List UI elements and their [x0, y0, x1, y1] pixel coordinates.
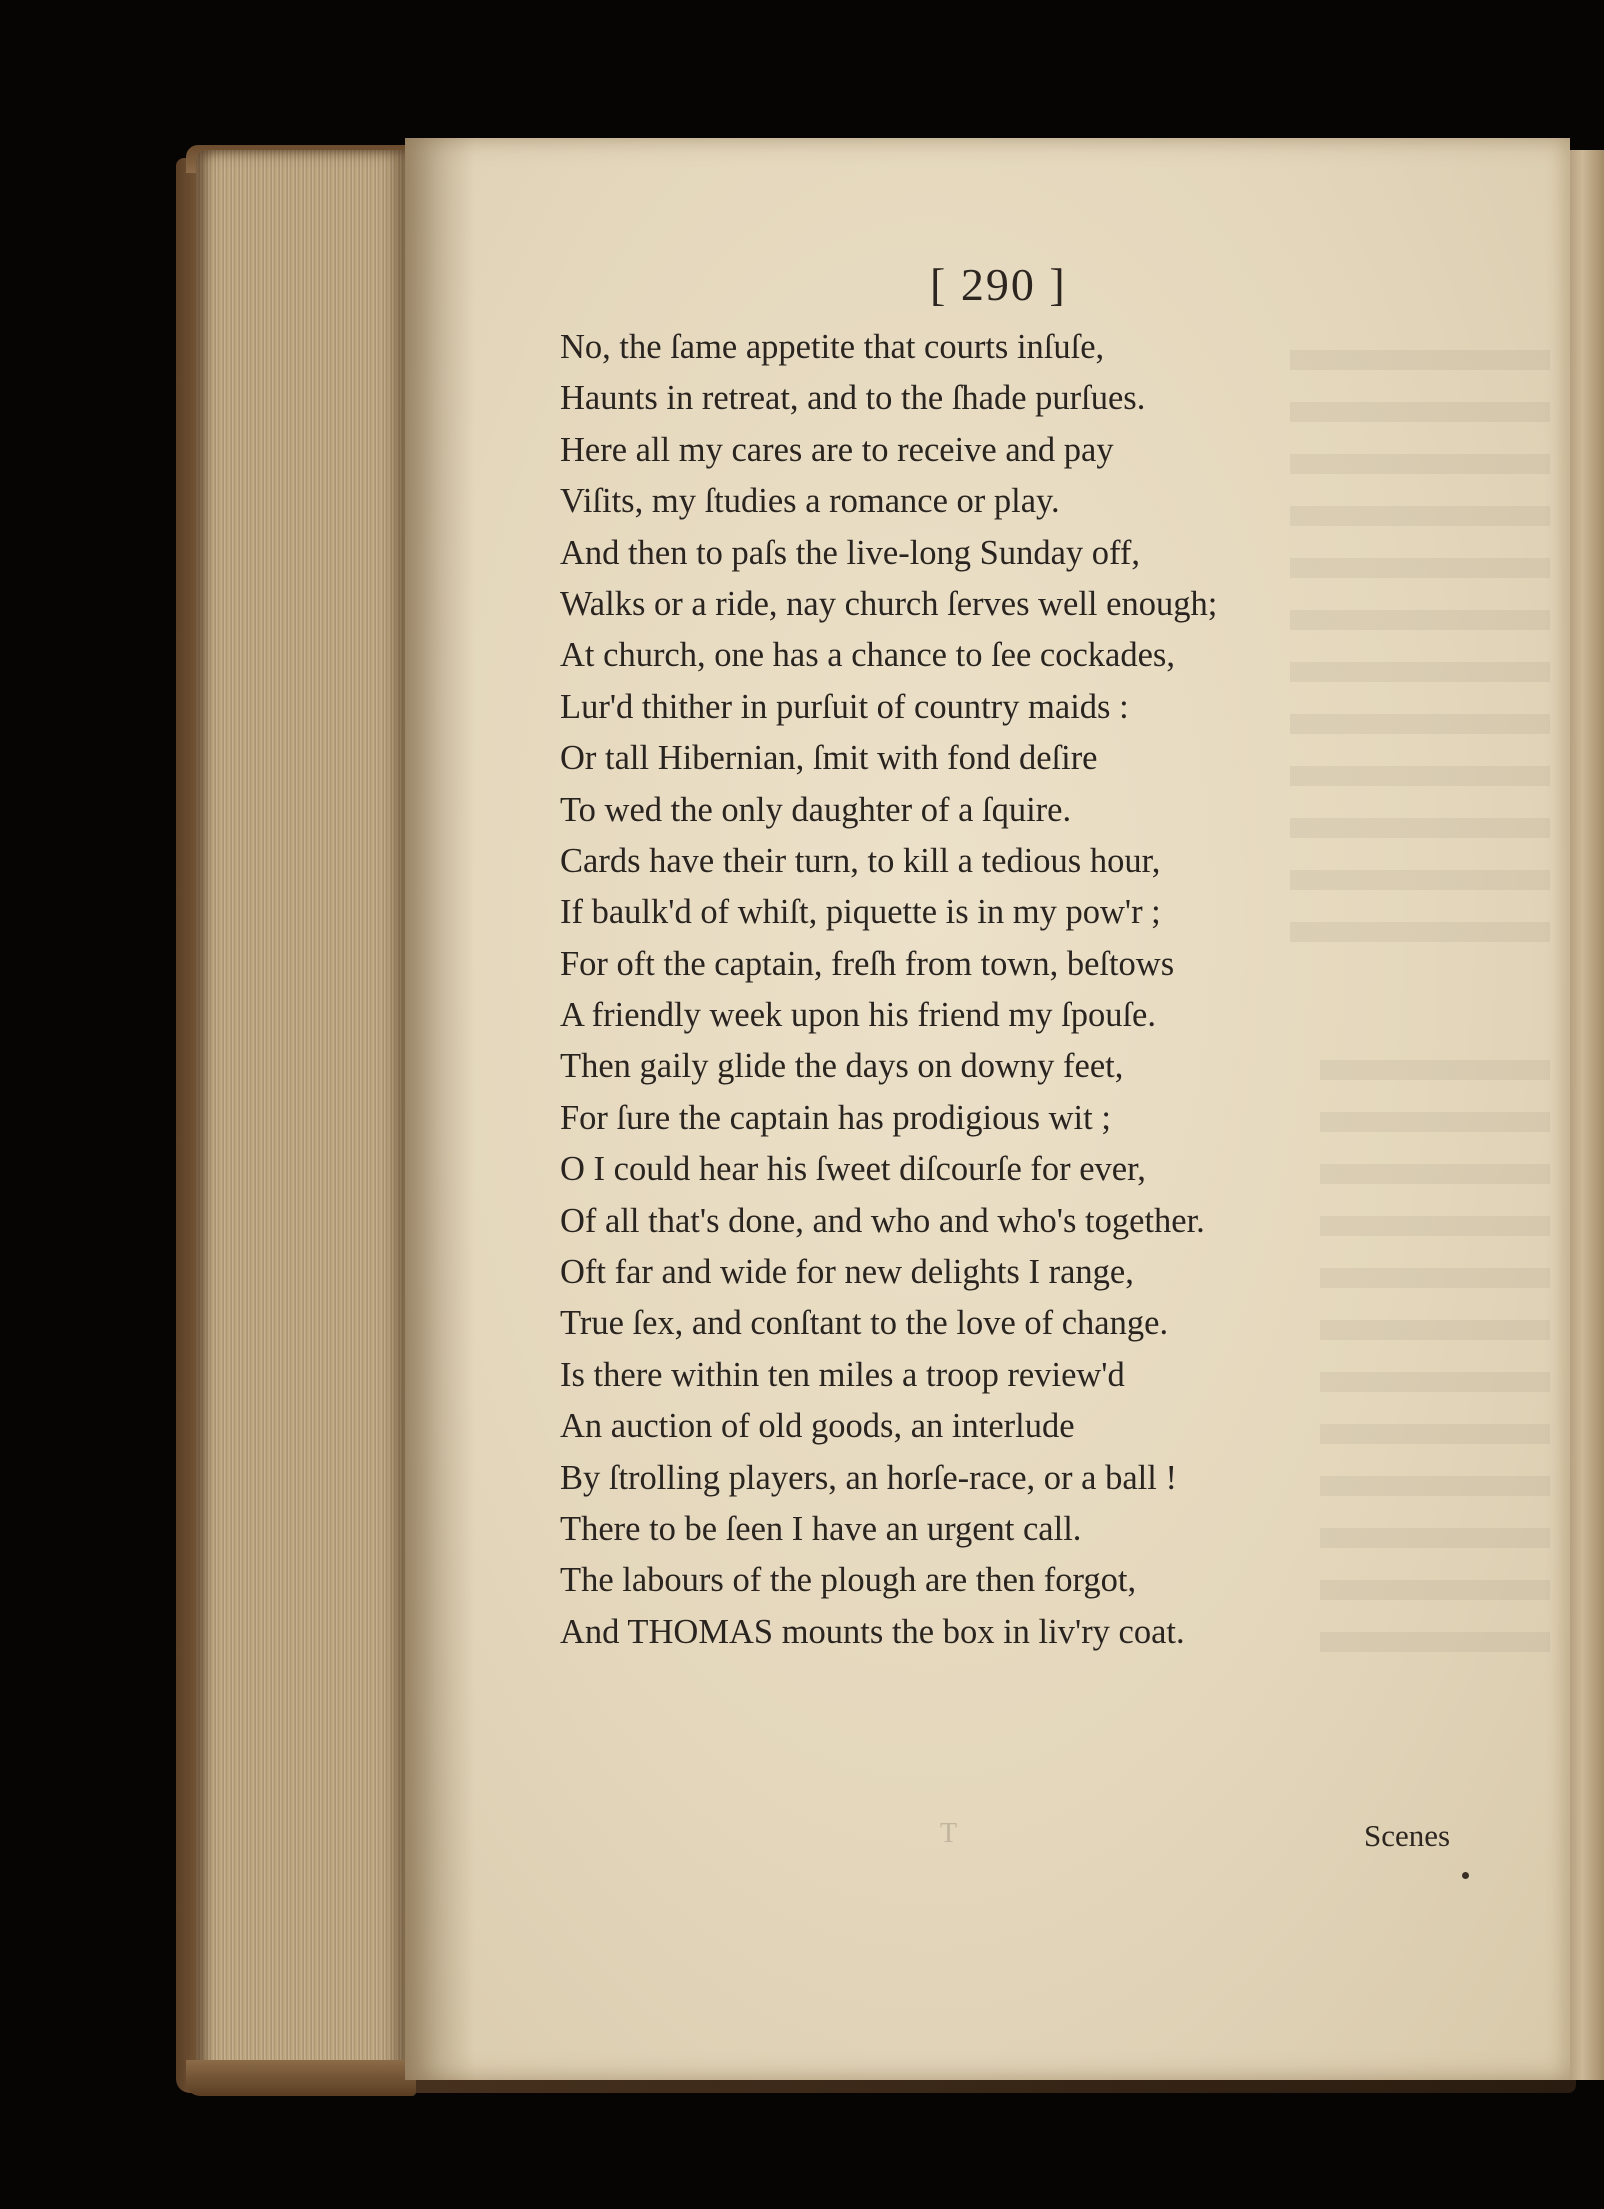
poem-line: Then gaily glide the days on downy feet,: [560, 1047, 1124, 1086]
poem-line: Is there within ten miles a troop review'd: [560, 1355, 1125, 1394]
poem-line: At church, one has a chance to ſee cockades,: [560, 636, 1175, 675]
poem-line: An auction of old goods, an interlude: [560, 1407, 1075, 1446]
poem-line: To wed the only daughter of a ſquire.: [560, 790, 1072, 829]
page-edges-stack: [196, 150, 408, 2080]
poem-line: Cards have their turn, to kill a tedious hour,: [560, 841, 1161, 880]
poem-line: No, the ſame appetite that courts inſuſe,: [560, 328, 1105, 366]
poem-line: If baulk'd of whiſt, piquette is in my pow'r ;: [560, 893, 1161, 932]
catchword: Scenes: [1364, 1818, 1451, 1853]
book-edge-bottom: [186, 2060, 416, 2096]
poem-text: [560, 322, 1460, 1658]
poem-line: O I could hear his ſweet diſcourſe for ever,: [560, 1150, 1146, 1189]
next-page-edge: [1568, 150, 1604, 2080]
poem-line: A friendly week upon his friend my ſpouſe.: [560, 996, 1156, 1035]
poem-line: Haunts in retreat, and to the ſhade purſues.: [560, 379, 1146, 418]
poem-line: There to be ſeen I have an urgent call.: [560, 1509, 1082, 1548]
poem-line: True ſex, and conſtant to the love of change.: [560, 1304, 1169, 1343]
poem-line: Oft far and wide for new delights I range,: [560, 1253, 1134, 1292]
poem-line: Here all my cares are to receive and pay: [560, 430, 1114, 469]
poem-line: The labours of the plough are then forgot,: [560, 1561, 1137, 1600]
poem-line: Or tall Hibernian, ſmit with fond deſire: [560, 739, 1098, 778]
poem-line: For ſure the captain has prodigious wit ;: [560, 1098, 1111, 1137]
poem-line: By ſtrolling players, an horſe-race, or a ball !: [560, 1458, 1177, 1497]
poem-line: Of all that's done, and who and who's together.: [560, 1201, 1205, 1240]
ink-speck: [1462, 1872, 1469, 1879]
poem-line: And THOMAS mounts the box in liv'ry coat.: [560, 1612, 1185, 1651]
poem-line: Walks or a ride, nay church ſerves well enough;: [560, 584, 1218, 623]
poem-line: Viſits, my ſtudies a romance or play.: [560, 482, 1060, 521]
poem-line: And then to paſs the live-long Sunday off,: [560, 533, 1141, 572]
poem-line: Lur'd thither in purſuit of country maids :: [560, 687, 1129, 726]
gutter-shadow: [405, 138, 475, 2080]
poem-line: For oft the captain, freſh from town, beſtows: [560, 944, 1175, 983]
page-number: [ 290 ]: [930, 259, 1067, 310]
signature-mark: T: [940, 1818, 958, 1849]
